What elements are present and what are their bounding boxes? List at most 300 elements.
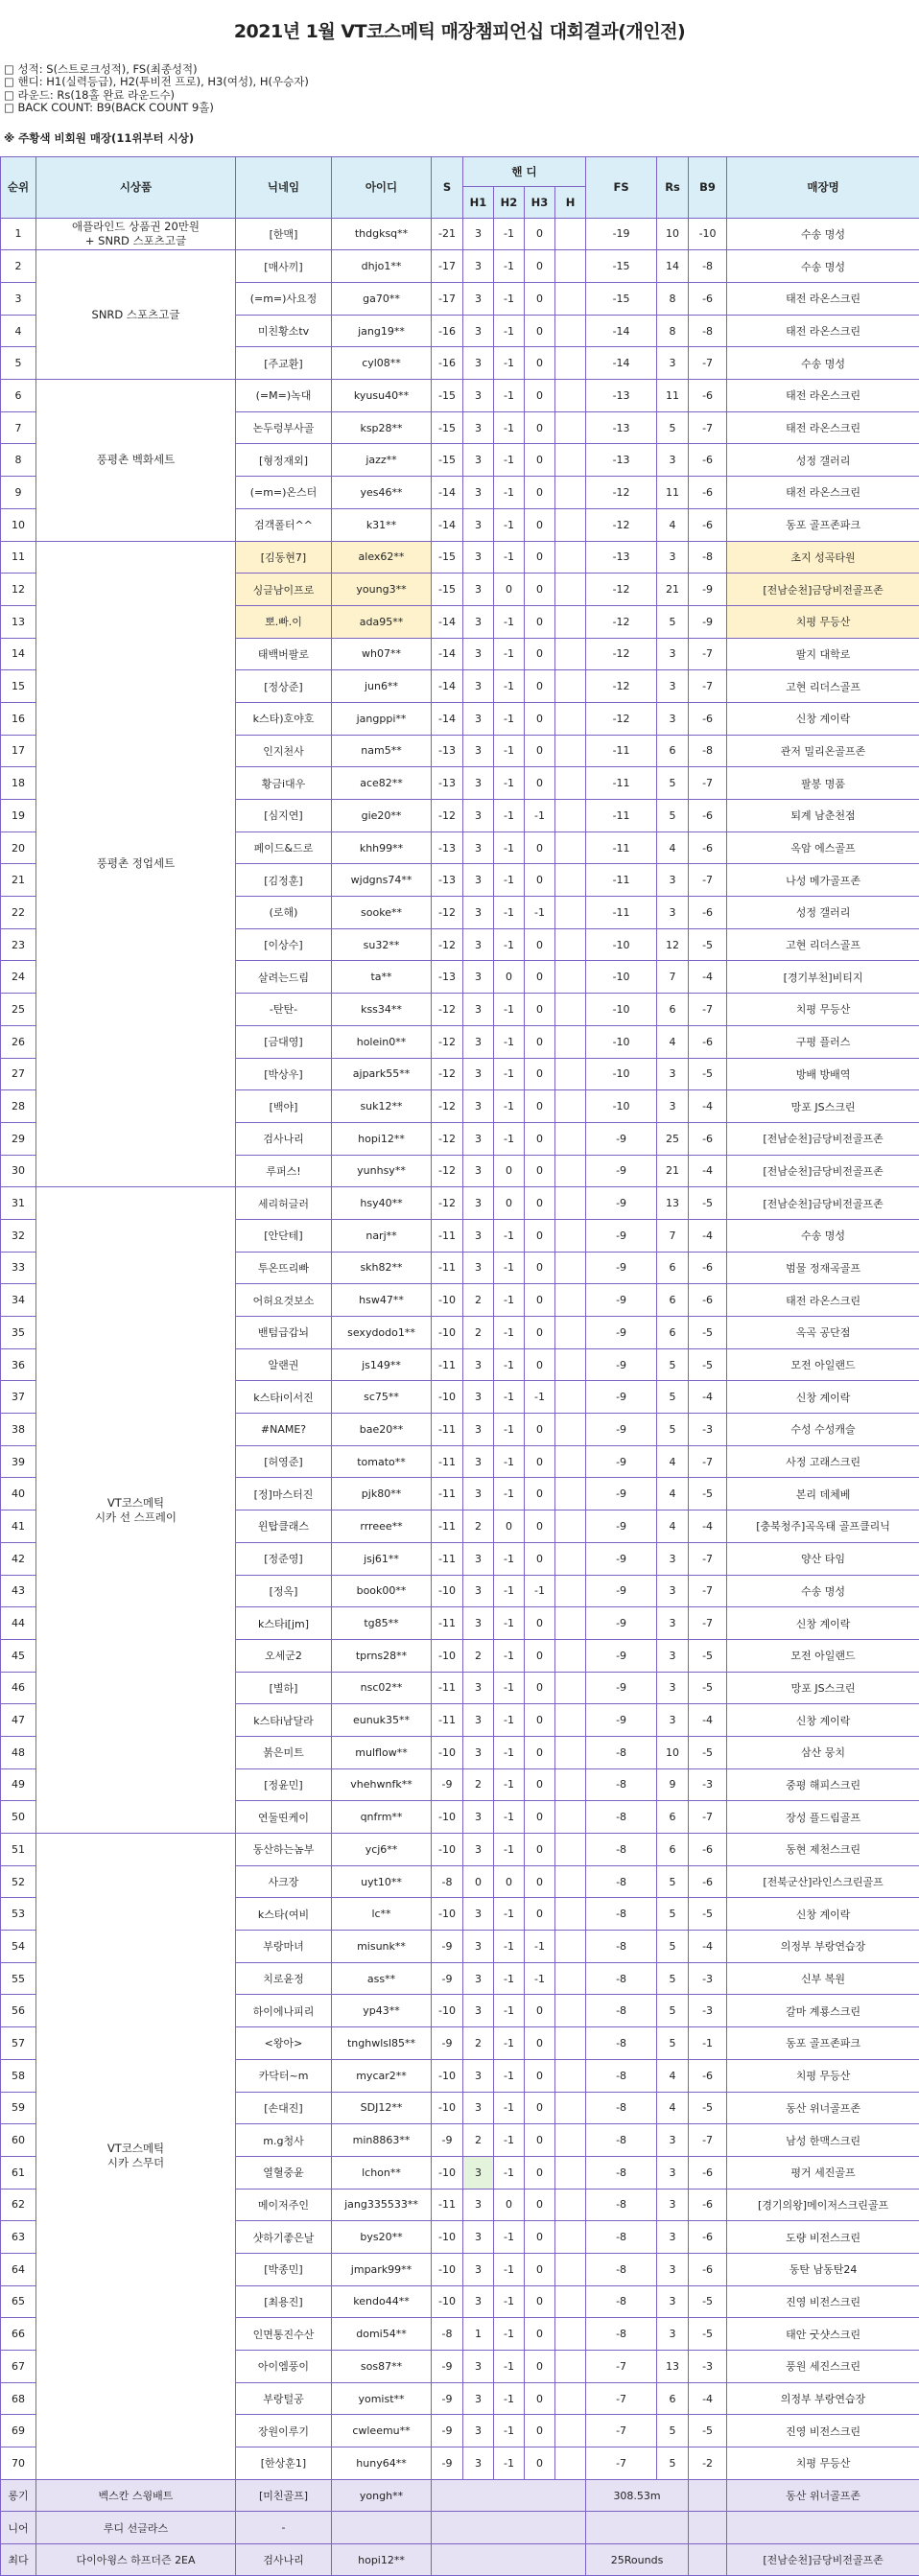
- cell-h1: 3: [463, 1187, 494, 1220]
- cell-h3: 0: [525, 1510, 555, 1543]
- cell-store: [경기의왕]메이저스크린골프: [727, 2189, 919, 2221]
- cell-rounds: 5: [657, 1995, 689, 2027]
- cell-stroke: -8: [432, 2318, 463, 2351]
- cell-h1: 3: [463, 2415, 494, 2447]
- cell-rounds: 3: [657, 702, 689, 735]
- cell-rank: 66: [1, 2318, 36, 2351]
- cell-h3: 0: [525, 831, 555, 864]
- cell-user-id: yes46**: [332, 477, 432, 509]
- cell-nickname: (=m=)온스터: [236, 477, 332, 509]
- cell-rounds: 5: [657, 605, 689, 638]
- cell-h3: 0: [525, 2415, 555, 2447]
- header-h: H: [555, 186, 586, 218]
- cell-back-count: -3: [689, 1995, 727, 2027]
- cell-stroke: -10: [432, 1834, 463, 1866]
- cell-stroke: -12: [432, 994, 463, 1026]
- cell-rank: 29: [1, 1122, 36, 1155]
- cell-h2: 0: [494, 1510, 525, 1543]
- cell-h1: 3: [463, 1898, 494, 1931]
- cell-stroke: -11: [432, 1542, 463, 1575]
- cell-h: [555, 1317, 586, 1349]
- cell-rank: 39: [1, 1445, 36, 1478]
- cell-back-count: -5: [689, 1348, 727, 1381]
- cell-back-count: -6: [689, 897, 727, 929]
- cell-h: [555, 1025, 586, 1058]
- cell-store: 성정 갤러리: [727, 444, 919, 477]
- cell-final-score: -11: [586, 897, 657, 929]
- cell-h3: 0: [525, 864, 555, 897]
- cell-user-id: min8863**: [332, 2124, 432, 2157]
- cell-final-score: -14: [586, 347, 657, 380]
- cell-h3: 0: [525, 1768, 555, 1801]
- cell-h: [555, 541, 586, 574]
- cell-rank: 57: [1, 2027, 36, 2060]
- cell-h1: 3: [463, 638, 494, 670]
- cell-h1: 3: [463, 897, 494, 929]
- cell-back-count: -6: [689, 702, 727, 735]
- cell-back-count: -4: [689, 1704, 727, 1737]
- cell-h3: 0: [525, 605, 555, 638]
- header-id: 아이디: [332, 156, 432, 218]
- cell-back-count: -6: [689, 2253, 727, 2285]
- cell-back-count: -5: [689, 1898, 727, 1931]
- header-h2: H2: [494, 186, 525, 218]
- cell-h: [555, 283, 586, 316]
- cell-stroke: -10: [432, 1736, 463, 1768]
- cell-h1: 3: [463, 283, 494, 316]
- cell-final-score: -10: [586, 961, 657, 994]
- cell-final-score: -8: [586, 2156, 657, 2189]
- cell-h2: -1: [494, 283, 525, 316]
- cell-store: 의정부 부랑연습장: [727, 1931, 919, 1963]
- cell-nickname: (=M=)녹대: [236, 380, 332, 412]
- cell-store: 태전 라온스크린: [727, 315, 919, 347]
- cell-stroke: -10: [432, 1898, 463, 1931]
- cell-back-count: -6: [689, 283, 727, 316]
- cell-h2: -1: [494, 1252, 525, 1284]
- cell-nickname: 동산하는놈부: [236, 1834, 332, 1866]
- cell-rank: 32: [1, 1219, 36, 1252]
- cell-stroke: -9: [432, 1962, 463, 1995]
- cell-user-id: wjdgns74**: [332, 864, 432, 897]
- cell-rank: 19: [1, 800, 36, 832]
- cell-stroke: -16: [432, 315, 463, 347]
- cell-final-score: -12: [586, 702, 657, 735]
- cell-rounds: 5: [657, 1962, 689, 1995]
- cell-back-count: -5: [689, 928, 727, 961]
- cell-h2: -1: [494, 702, 525, 735]
- cell-back-count: -7: [689, 1801, 727, 1834]
- cell-user-id: dhjo1**: [332, 250, 432, 283]
- cell-h: [555, 1478, 586, 1510]
- cell-h: [555, 1962, 586, 1995]
- cell-rounds: 3: [657, 2221, 689, 2254]
- cell-nickname: 부랑마녀: [236, 1931, 332, 1963]
- cell-back-count: -4: [689, 1090, 727, 1123]
- cell-rank: 9: [1, 477, 36, 509]
- cell-user-id: uyt10**: [332, 1865, 432, 1898]
- cell-rounds: 6: [657, 1317, 689, 1349]
- cell-back-count: -6: [689, 2059, 727, 2092]
- award-id: hopi12**: [332, 2543, 432, 2576]
- cell-back-count: -9: [689, 605, 727, 638]
- cell-h3: 0: [525, 2221, 555, 2254]
- cell-h: [555, 1639, 586, 1672]
- cell-store: [전남순천]금당비전골프존: [727, 574, 919, 606]
- cell-h: [555, 1090, 586, 1123]
- special-awards: [1, 2479, 919, 2576]
- cell-rank: 8: [1, 444, 36, 477]
- cell-stroke: -9: [432, 2124, 463, 2157]
- cell-rounds: 3: [657, 897, 689, 929]
- cell-h3: 0: [525, 1090, 555, 1123]
- cell-back-count: -8: [689, 541, 727, 574]
- cell-back-count: -5: [689, 1187, 727, 1220]
- cell-h1: 3: [463, 2189, 494, 2221]
- cell-h2: -1: [494, 2318, 525, 2351]
- cell-rounds: 3: [657, 2318, 689, 2351]
- cell-user-id: ga70**: [332, 283, 432, 316]
- cell-h1: 3: [463, 1445, 494, 1478]
- cell-final-score: -8: [586, 2221, 657, 2254]
- cell-h: [555, 2415, 586, 2447]
- award-value: [586, 2512, 689, 2544]
- cell-h2: -1: [494, 2382, 525, 2415]
- cell-rounds: 4: [657, 831, 689, 864]
- award-nickname: -: [236, 2512, 332, 2544]
- cell-rank: 42: [1, 1542, 36, 1575]
- cell-h2: -1: [494, 2059, 525, 2092]
- cell-final-score: -9: [586, 1381, 657, 1414]
- cell-stroke: -14: [432, 670, 463, 703]
- cell-store: 평거 세진골프: [727, 2156, 919, 2189]
- cell-h2: -1: [494, 1348, 525, 1381]
- cell-back-count: -4: [689, 1931, 727, 1963]
- cell-h2: -1: [494, 1995, 525, 2027]
- cell-back-count: -3: [689, 2351, 727, 2383]
- cell-user-id: SDJ12**: [332, 2092, 432, 2124]
- cell-h1: 3: [463, 1704, 494, 1737]
- cell-nickname: 인지천사: [236, 735, 332, 767]
- cell-back-count: -4: [689, 1219, 727, 1252]
- cell-back-count: -8: [689, 250, 727, 283]
- cell-h1: 1: [463, 2318, 494, 2351]
- cell-user-id: tnghwlsl85**: [332, 2027, 432, 2060]
- cell-h1: 3: [463, 1672, 494, 1704]
- cell-h2: 0: [494, 1155, 525, 1187]
- award-store: [전남순천]금당비전골프존: [727, 2543, 919, 2576]
- cell-rounds: 6: [657, 2382, 689, 2415]
- table-row: [1, 1834, 919, 1866]
- cell-nickname: 태백버팔로: [236, 638, 332, 670]
- cell-back-count: -5: [689, 1317, 727, 1349]
- cell-stroke: -13: [432, 831, 463, 864]
- cell-user-id: ace82**: [332, 767, 432, 800]
- table-row: [1, 218, 919, 250]
- cell-final-score: -9: [586, 1672, 657, 1704]
- cell-back-count: -6: [689, 444, 727, 477]
- cell-h1: 3: [463, 1542, 494, 1575]
- cell-rounds: 21: [657, 574, 689, 606]
- cell-h2: -1: [494, 1122, 525, 1155]
- cell-h1: 3: [463, 1348, 494, 1381]
- cell-h1: 3: [463, 411, 494, 444]
- cell-h: [555, 1510, 586, 1543]
- cell-h3: 0: [525, 380, 555, 412]
- cell-final-score: -10: [586, 1090, 657, 1123]
- cell-final-score: -8: [586, 1962, 657, 1995]
- cell-user-id: rrreee**: [332, 1510, 432, 1543]
- cell-nickname: [형정재외]: [236, 444, 332, 477]
- cell-final-score: -9: [586, 1219, 657, 1252]
- cell-h: [555, 2189, 586, 2221]
- cell-rank: 51: [1, 1834, 36, 1866]
- cell-h1: 3: [463, 1058, 494, 1090]
- cell-h: [555, 1155, 586, 1187]
- cell-user-id: hopi12**: [332, 1122, 432, 1155]
- cell-h: [555, 928, 586, 961]
- cell-stroke: -11: [432, 1348, 463, 1381]
- award-label: 롱기: [1, 2479, 36, 2512]
- cell-stroke: -9: [432, 2351, 463, 2383]
- cell-rounds: 6: [657, 1252, 689, 1284]
- cell-h1: 2: [463, 2124, 494, 2157]
- cell-stroke: -10: [432, 1284, 463, 1317]
- cell-rank: 12: [1, 574, 36, 606]
- cell-h3: 0: [525, 541, 555, 574]
- cell-user-id: jmpark99**: [332, 2253, 432, 2285]
- cell-stroke: -10: [432, 2092, 463, 2124]
- cell-nickname: [박종민]: [236, 2253, 332, 2285]
- cell-rank: 27: [1, 1058, 36, 1090]
- cell-h1: 3: [463, 961, 494, 994]
- cell-back-count: -5: [689, 2318, 727, 2351]
- cell-nickname: 검사나리: [236, 1122, 332, 1155]
- cell-h2: -1: [494, 1736, 525, 1768]
- cell-nickname: 열혈중윤: [236, 2156, 332, 2189]
- cell-rounds: 4: [657, 1478, 689, 1510]
- cell-rounds: 25: [657, 1122, 689, 1155]
- cell-stroke: -12: [432, 1122, 463, 1155]
- cell-rank: 35: [1, 1317, 36, 1349]
- cell-nickname: 오세군2: [236, 1639, 332, 1672]
- cell-nickname: 어허요것보소: [236, 1284, 332, 1317]
- cell-h1: 3: [463, 2059, 494, 2092]
- cell-rank: 30: [1, 1155, 36, 1187]
- cell-user-id: domi54**: [332, 2318, 432, 2351]
- cell-final-score: -8: [586, 1931, 657, 1963]
- cell-user-id: jsj61**: [332, 1542, 432, 1575]
- cell-back-count: -6: [689, 1025, 727, 1058]
- cell-back-count: -3: [689, 1414, 727, 1446]
- cell-nickname: 페이드&드로: [236, 831, 332, 864]
- cell-nickname: 사크장: [236, 1865, 332, 1898]
- cell-store: 수송 명성: [727, 250, 919, 283]
- cell-rounds: 3: [657, 2189, 689, 2221]
- cell-h: [555, 897, 586, 929]
- award-row: [1, 2479, 919, 2512]
- cell-nickname: 알랜권: [236, 1348, 332, 1381]
- cell-stroke: -10: [432, 1801, 463, 1834]
- cell-h1: 3: [463, 1025, 494, 1058]
- prize-cell: VT코스메틱 시카 스무더: [36, 1834, 236, 2480]
- cell-rank: 58: [1, 2059, 36, 2092]
- cell-h3: 0: [525, 1834, 555, 1866]
- cell-rank: 69: [1, 2415, 36, 2447]
- cell-h1: 3: [463, 735, 494, 767]
- cell-stroke: -21: [432, 218, 463, 250]
- cell-h3: 0: [525, 638, 555, 670]
- cell-user-id: js149**: [332, 1348, 432, 1381]
- award-blank: [689, 2512, 727, 2544]
- cell-h1: 3: [463, 864, 494, 897]
- cell-user-id: tomato**: [332, 1445, 432, 1478]
- cell-stroke: -9: [432, 2382, 463, 2415]
- legend: [4, 63, 919, 115]
- cell-h2: -1: [494, 2351, 525, 2383]
- cell-final-score: -7: [586, 2382, 657, 2415]
- cell-final-score: -15: [586, 283, 657, 316]
- cell-nickname: 투온뜨리빠: [236, 1252, 332, 1284]
- cell-h1: 3: [463, 1155, 494, 1187]
- cell-rounds: 5: [657, 767, 689, 800]
- cell-h1: 3: [463, 767, 494, 800]
- award-nickname: [미친골프]: [236, 2479, 332, 2512]
- cell-h3: 0: [525, 1122, 555, 1155]
- cell-nickname: m.g청사: [236, 2124, 332, 2157]
- header-h3: H3: [525, 186, 555, 218]
- cell-h2: -1: [494, 477, 525, 509]
- legend-line: □ BACK COUNT: B9(BACK COUNT 9홀): [4, 102, 919, 114]
- cell-back-count: -8: [689, 735, 727, 767]
- cell-h: [555, 2059, 586, 2092]
- cell-back-count: -7: [689, 1607, 727, 1640]
- cell-h: [555, 1672, 586, 1704]
- legend-line: □ 핸디: H1(실력등급), H2(투비전 프로), H3(여성), H(우승자): [4, 76, 919, 88]
- cell-user-id: mycar2**: [332, 2059, 432, 2092]
- cell-store: 수송 명성: [727, 1219, 919, 1252]
- cell-stroke: -9: [432, 2415, 463, 2447]
- cell-h1: 3: [463, 2156, 494, 2189]
- cell-rank: 26: [1, 1025, 36, 1058]
- cell-h: [555, 315, 586, 347]
- cell-h: [555, 800, 586, 832]
- cell-rounds: 3: [657, 638, 689, 670]
- cell-h: [555, 1348, 586, 1381]
- cell-h: [555, 994, 586, 1026]
- cell-nickname: [한맥]: [236, 218, 332, 250]
- cell-final-score: -9: [586, 1607, 657, 1640]
- cell-nickname: [정옥]: [236, 1575, 332, 1607]
- cell-store: 풍원 세진스크린: [727, 2351, 919, 2383]
- cell-store: 신창 계이락: [727, 1704, 919, 1737]
- cell-h2: -1: [494, 1834, 525, 1866]
- cell-nickname: 싱글남이프로: [236, 574, 332, 606]
- cell-final-score: -12: [586, 574, 657, 606]
- cell-stroke: -10: [432, 1381, 463, 1414]
- cell-final-score: -13: [586, 411, 657, 444]
- cell-h2: -1: [494, 347, 525, 380]
- cell-nickname: [매사끼]: [236, 250, 332, 283]
- cell-h: [555, 670, 586, 703]
- cell-rank: 28: [1, 1090, 36, 1123]
- cell-back-count: -6: [689, 1865, 727, 1898]
- cell-stroke: -10: [432, 1995, 463, 2027]
- cell-stroke: -10: [432, 2221, 463, 2254]
- cell-user-id: nam5**: [332, 735, 432, 767]
- award-blank: [689, 2543, 727, 2576]
- cell-rounds: 4: [657, 1510, 689, 1543]
- cell-user-id: hsw47**: [332, 1284, 432, 1317]
- cell-rounds: 6: [657, 1834, 689, 1866]
- cell-back-count: -7: [689, 638, 727, 670]
- cell-rounds: 10: [657, 1736, 689, 1768]
- cell-rank: 22: [1, 897, 36, 929]
- cell-h2: -1: [494, 1284, 525, 1317]
- cell-rounds: 3: [657, 1672, 689, 1704]
- cell-h2: -1: [494, 508, 525, 541]
- cell-stroke: -11: [432, 1478, 463, 1510]
- cell-h3: 0: [525, 1445, 555, 1478]
- cell-h1: 3: [463, 994, 494, 1026]
- cell-store: 도량 비전스크린: [727, 2221, 919, 2254]
- cell-nickname: 하이에나피리: [236, 1995, 332, 2027]
- cell-h1: 3: [463, 702, 494, 735]
- cell-h1: 3: [463, 250, 494, 283]
- cell-rank: 56: [1, 1995, 36, 2027]
- cell-h2: -1: [494, 2253, 525, 2285]
- cell-rank: 68: [1, 2382, 36, 2415]
- cell-rounds: 4: [657, 2092, 689, 2124]
- cell-user-id: cyl08**: [332, 347, 432, 380]
- cell-nickname: [박상우]: [236, 1058, 332, 1090]
- cell-h3: 0: [525, 2318, 555, 2351]
- cell-nickname: [최용진]: [236, 2285, 332, 2318]
- cell-h1: 3: [463, 541, 494, 574]
- cell-h1: 3: [463, 1478, 494, 1510]
- cell-back-count: -6: [689, 2156, 727, 2189]
- cell-rank: 62: [1, 2189, 36, 2221]
- cell-h3: 0: [525, 2351, 555, 2383]
- cell-user-id: bae20**: [332, 1414, 432, 1446]
- cell-rank: 16: [1, 702, 36, 735]
- cell-rounds: 6: [657, 1801, 689, 1834]
- cell-rounds: 21: [657, 1155, 689, 1187]
- cell-h2: -1: [494, 1542, 525, 1575]
- cell-rank: 36: [1, 1348, 36, 1381]
- cell-user-id: thdgksq**: [332, 218, 432, 250]
- cell-final-score: -11: [586, 735, 657, 767]
- cell-h3: 0: [525, 283, 555, 316]
- cell-stroke: -12: [432, 1025, 463, 1058]
- header-handicap: 핸 디: [463, 156, 586, 186]
- cell-final-score: -9: [586, 1445, 657, 1478]
- cell-rank: 7: [1, 411, 36, 444]
- cell-h3: 0: [525, 1639, 555, 1672]
- cell-h: [555, 1931, 586, 1963]
- cell-h3: 0: [525, 1317, 555, 1349]
- cell-h1: 3: [463, 2253, 494, 2285]
- cell-nickname: 루퍼스!: [236, 1155, 332, 1187]
- cell-rounds: 5: [657, 1348, 689, 1381]
- cell-final-score: -9: [586, 1414, 657, 1446]
- cell-final-score: -8: [586, 1768, 657, 1801]
- cell-nickname: k스타)호야호: [236, 702, 332, 735]
- cell-h3: 0: [525, 702, 555, 735]
- cell-final-score: -11: [586, 800, 657, 832]
- cell-stroke: -12: [432, 897, 463, 929]
- cell-back-count: -6: [689, 508, 727, 541]
